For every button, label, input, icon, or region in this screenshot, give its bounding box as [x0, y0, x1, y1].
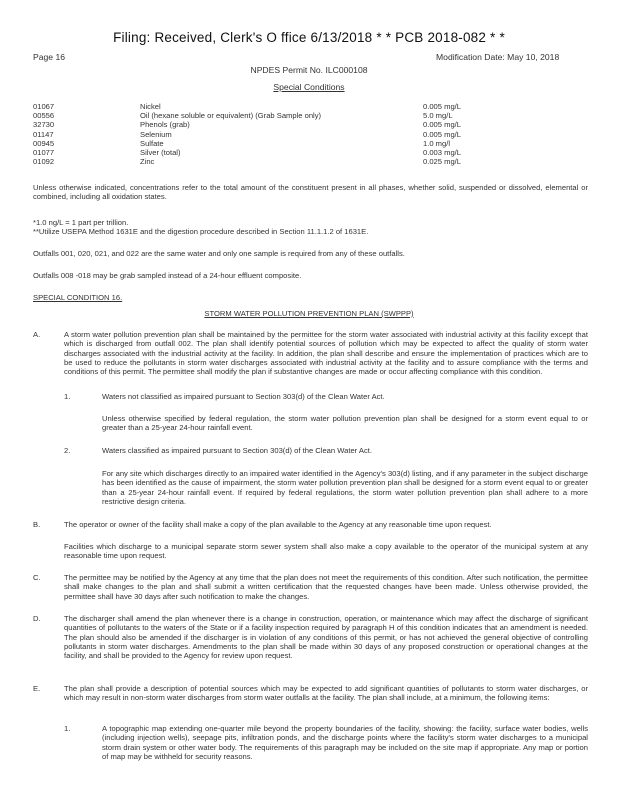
param-code: 01092 [33, 157, 55, 167]
param-limit: 0.005 mg/L [423, 102, 461, 111]
sub-label: 2. [64, 446, 71, 455]
param-name: Zinc [140, 157, 155, 167]
item-a-text: A storm water pollution prevention plan shall be maintained by the permittee for the storm water associated with industrial activity at this facility except that which is discharged from outfall 002. The plan shall identify potential sources of pollution which may be expected to affect the quality of storm water discharges associated with the industrial activity at the facility. In addition, the plan shall describe and ensure the implementation of practices which are to be used to reduce the pollutants in storm water discharges associated with industrial activity at the facility and to assure compliance with the terms and conditions of this permit. The permittee shall modify the plan if substantive changes are made or occur affecting compliance with this condition. [64, 330, 588, 377]
concentration-note: Unless otherwise indicated, concentrations refer to the total amount of the constituent present in all phases, whether solid, suspended or dissolved, elemental or combined, including all oxidation states. [33, 183, 588, 202]
modification-date: Modification Date: May 10, 2018 [436, 52, 560, 62]
footnote-method: **Utilize USEPA Method 1631E and the digestion procedure described in Section 11.1.1.2 of 1631E. [33, 227, 369, 236]
param-name: Silver (total) [140, 148, 181, 158]
sub-label: 1. [64, 724, 71, 733]
table-row [33, 120, 461, 129]
param-name: Phenols (grab) [140, 120, 190, 130]
param-code: 00945 [33, 138, 55, 148]
sub-a2-body: For any site which discharges directly to an impaired water identified in the Agency's 303(d) listing, and if any parameter in the subject discharge has been identified as the cause of impairment, the storm water pollution prevention plan shall be designed for a storm event equal to or greater than a 25-year 24-hour rainfall event. If required by federal regulations, the storm water pollution prevention plan shall adhere to a more restrictive design criteria. [102, 469, 588, 506]
param-code: 32730 [33, 120, 55, 130]
param-limit: 0.005 mg/L [423, 120, 461, 130]
outfall-note-1: Outfalls 001, 020, 021, and 022 are the same water and only one sample is required from any of these outfalls. [33, 249, 405, 258]
param-limit: 0.005 mg/L [423, 129, 461, 139]
sub-e1-text: A topographic map extending one-quarter mile beyond the property boundaries of the facility, showing: the facility, surface water bodies, wells (including injection wells), seepage pits, infiltration ponds, and the discharge points where the facility's storm water discharges to a municipal storm drain system or other water body. The requirements of this paragraph may be included on the site map if appropriate. Any map or portion of map may be withheld for security reasons. [102, 724, 588, 761]
swppp-title: STORM WATER POLLUTION PREVENTION PLAN (SWPPP) [204, 309, 414, 318]
param-name: Sulfate [140, 138, 164, 148]
param-code: 01147 [33, 129, 54, 139]
page-number: Page 16 [33, 52, 66, 62]
param-code: 01077 [33, 148, 55, 158]
table-row [33, 130, 461, 139]
param-name: Oil (hexane soluble or equivalent) (Grab Sample only) [140, 111, 322, 121]
sub-label: 1. [64, 392, 71, 401]
table-row [33, 111, 461, 120]
filing-stamp: Filing: Received, Clerk's O ffice 6/13/2018 * * PCB 2018-082 * * [113, 30, 505, 45]
section-title: Special Conditions [273, 82, 345, 92]
item-label: B. [33, 520, 41, 529]
table-row [33, 102, 461, 111]
item-label: A. [33, 330, 41, 339]
param-limit: 0.003 mg/L [423, 148, 461, 158]
item-label: E. [33, 684, 41, 693]
parameter-table [33, 102, 461, 166]
sub-a2-heading: Waters classified as impaired pursuant to Section 303(d) of the Clean Water Act. [102, 446, 372, 455]
param-name: Selenium [140, 129, 172, 139]
table-row [33, 157, 461, 166]
item-label: D. [33, 614, 41, 623]
table-row [33, 148, 461, 157]
item-c-text: The permittee may be notified by the Agency at any time that the plan does not meet the requirements of this condition. After such notification, the permittee shall make changes to the plan and shall submit a written certification that the requested changes have been made. Unless otherwise provided, the permittee shall have 30 days after such notification to make the changes. [64, 573, 588, 601]
item-label: C. [33, 573, 41, 582]
param-code: 01067 [33, 102, 55, 111]
special-condition-heading: SPECIAL CONDITION 16. [33, 293, 123, 302]
item-b-text: The operator or owner of the facility shall make a copy of the plan available to the Agency at any reasonable time upon request. [64, 520, 492, 529]
param-name: Nickel [140, 102, 161, 111]
footnote-ng: *1.0 ng/L = 1 part per trillion. [33, 218, 129, 227]
param-limit: 1.0 mg/l [423, 138, 451, 148]
sub-a1-heading: Waters not classified as impaired pursuant to Section 303(d) of the Clean Water Act. [102, 392, 385, 401]
sub-a1-body: Unless otherwise specified by federal regulation, the storm water pollution prevention plan shall be designed for a storm event equal to or greater than a 25-year 24-hour rainfall event. [102, 414, 588, 433]
item-e-text: The plan shall provide a description of potential sources which may be expected to add significant quantities of pollutants to storm water discharges, or which may result in non-storm water discharges from storm water outfalls at the facility. The plan shall include, at a minimum, the following items: [64, 684, 588, 703]
outfall-note-2: Outfalls 008 -018 may be grab sampled instead of a 24-hour effluent composite. [33, 271, 302, 280]
item-d-text: The discharger shall amend the plan whenever there is a change in construction, operation, or maintenance which may affect the discharge of significant quantities of pollutants to the waters of the State or if a facility inspection required by paragraph H of this condition indicates that an amendment is needed. The plan should also be amended if the discharger is in violation of any conditions of this permit, or has not achieved the general objective of controlling pollutants in storm water discharges. Amendments to the plan shall be made within 30 days of any proposed construction or operational changes at the facility, and shall be provided to the Agency for review upon request. [64, 614, 588, 661]
table-row [33, 139, 461, 148]
item-b-extra: Facilities which discharge to a municipal separate storm sewer system shall also make a copy available to the operator of the municipal system at any reasonable time upon request. [64, 542, 588, 561]
param-limit: 0.025 mg/L [423, 157, 461, 167]
param-limit: 5.0 mg/L [423, 111, 453, 121]
param-code: 00556 [33, 111, 55, 121]
permit-number: NPDES Permit No. ILC000108 [250, 65, 368, 75]
